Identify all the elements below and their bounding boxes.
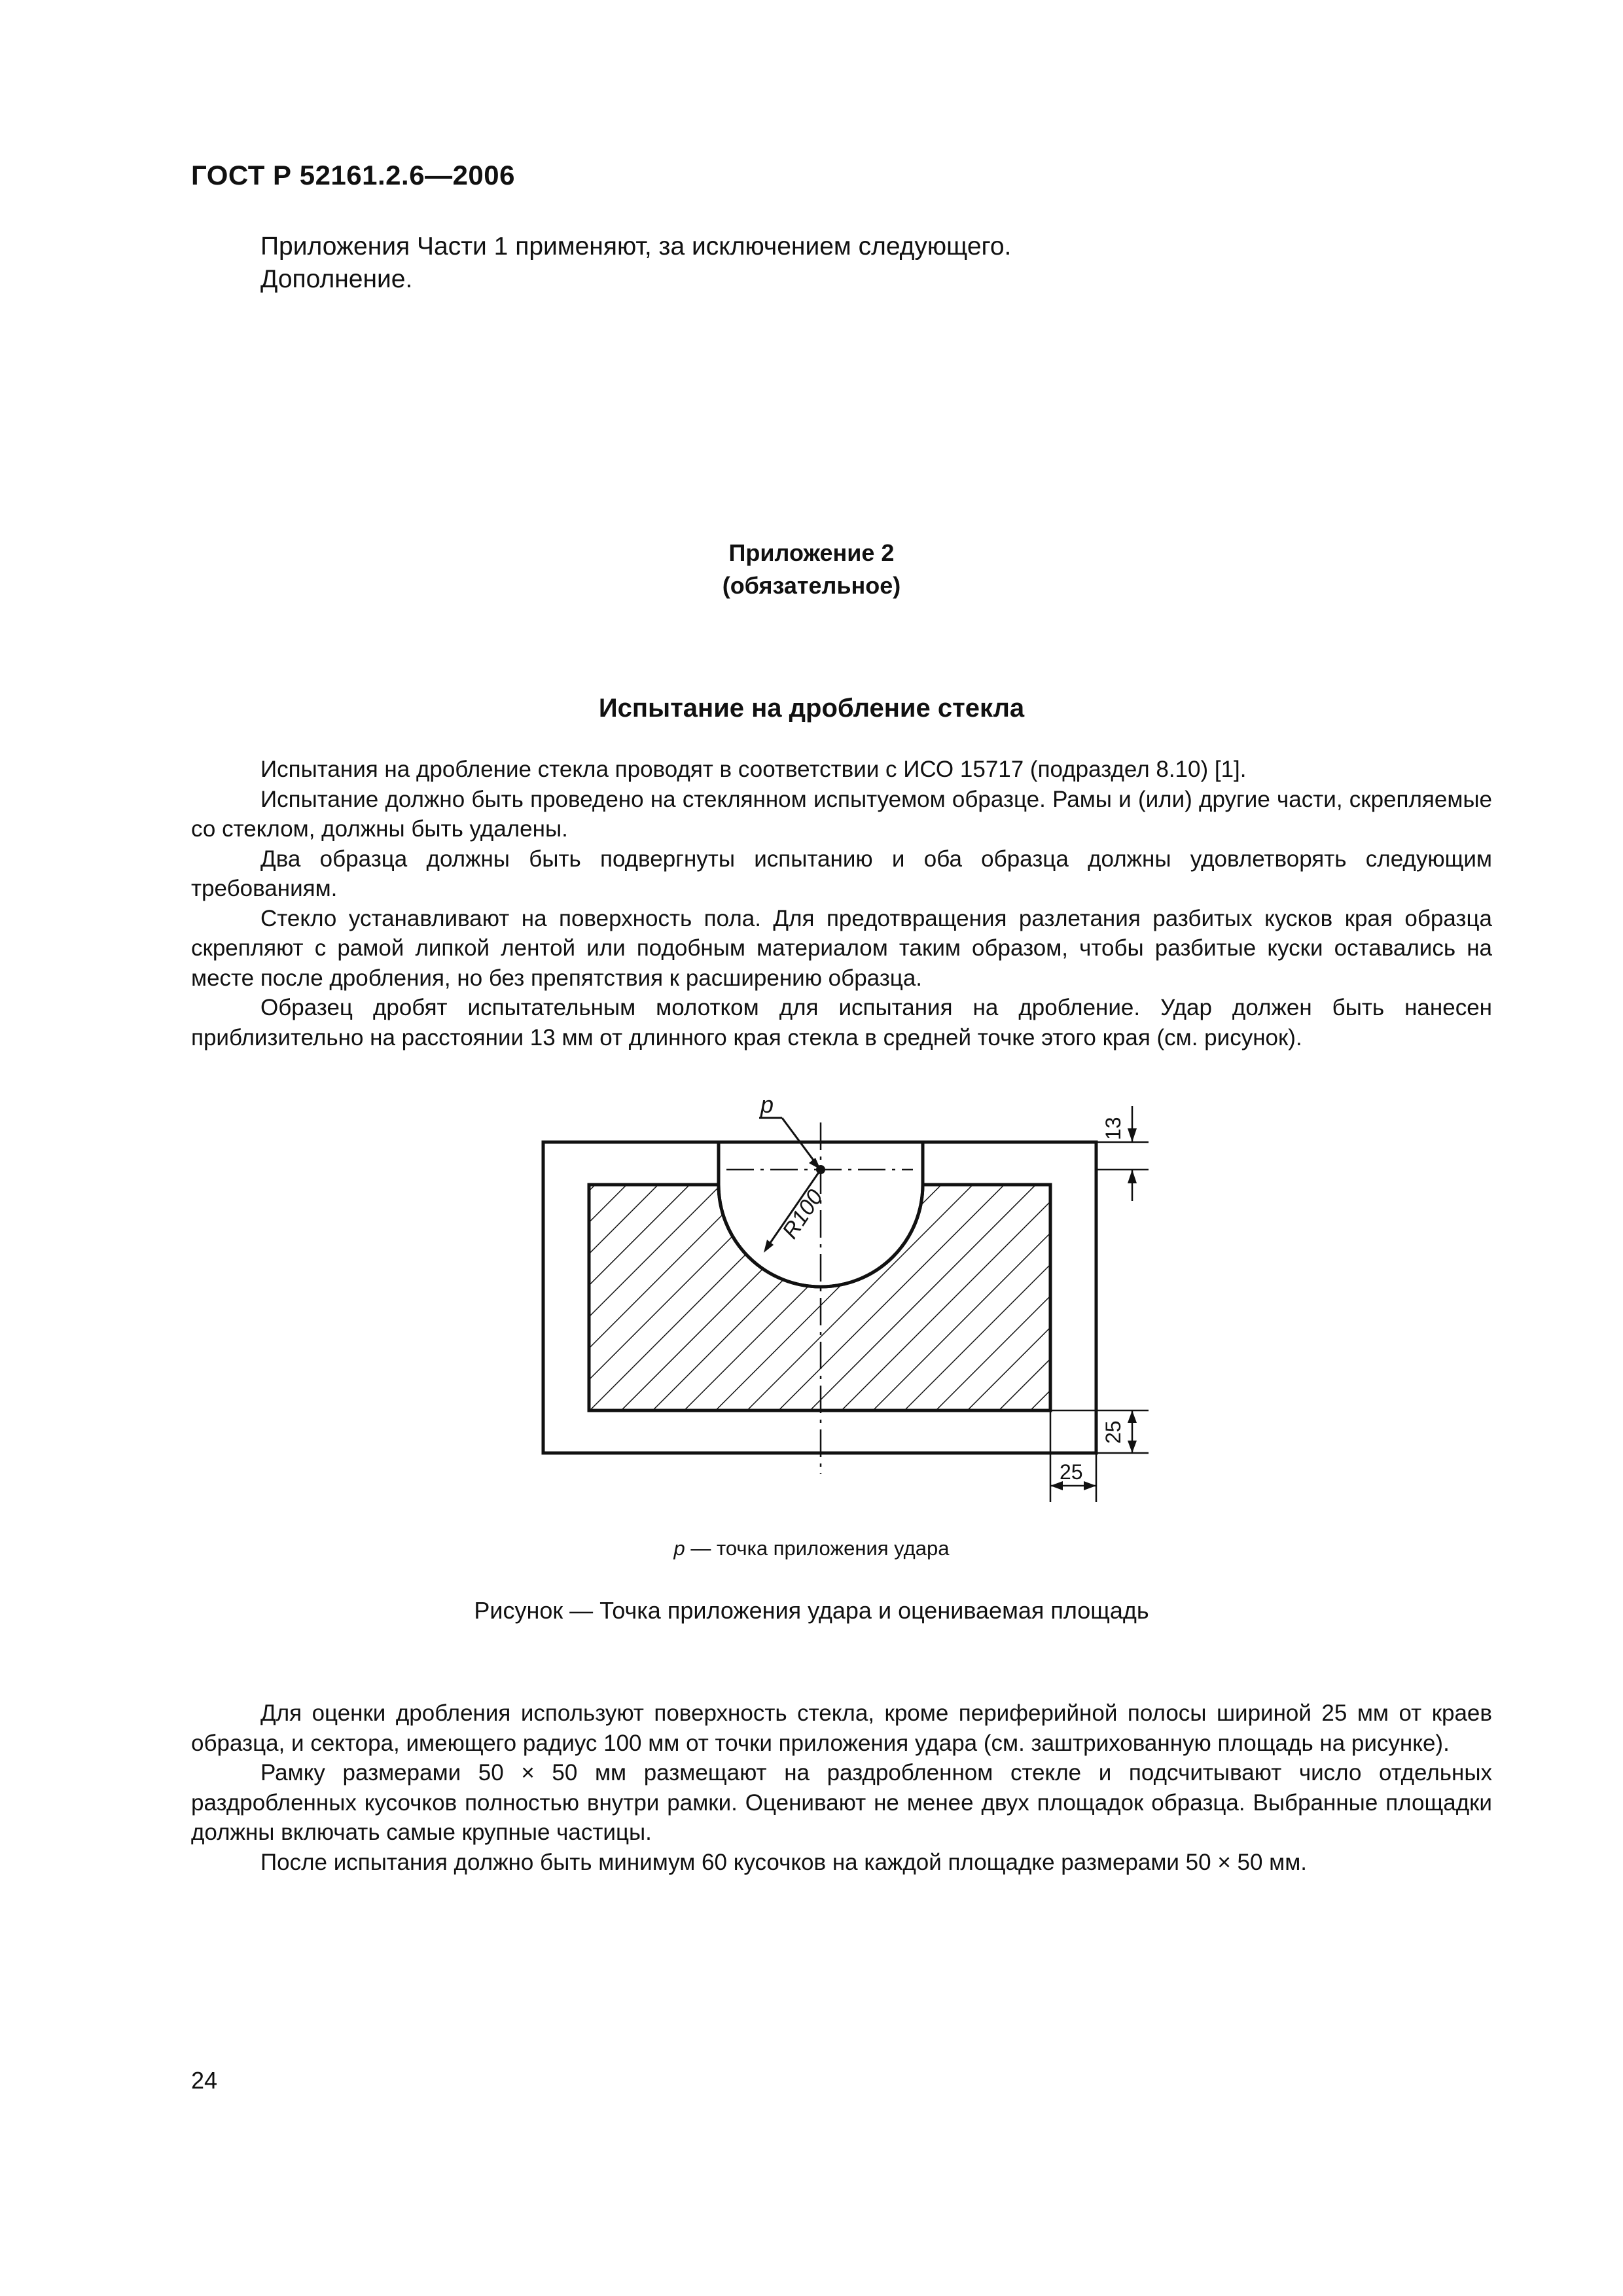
label-radius: R100 [777, 1185, 829, 1244]
paragraph: Два образца должны быть подвергнуты испытанию и оба образца должны удовлетворять следующим требованиям. [191, 846, 1492, 901]
paragraph: После испытания должно быть минимум 60 кусочков на каждой площадке размерами 50 × 50 мм. [260, 1849, 1307, 1875]
body-text-bottom [191, 1698, 1492, 1877]
paragraph: Испытание должно быть проведено на стеклянном испытуемом образце. Рамы и (или) другие части, скрепляемые со стеклом, должны быть удалены. [191, 786, 1492, 842]
legend-symbol: p [673, 1537, 685, 1560]
section-title: Испытание на дробление стекла [598, 694, 1025, 723]
dim-bottom [1050, 1410, 1096, 1502]
annex-title: Приложение 2 [728, 539, 895, 566]
paragraph: Испытания на дробление стекла проводят в соответствии с ИСО 15717 (подраздел 8.10) [1]. [260, 757, 1247, 782]
legend-text: — точка приложения удара [685, 1537, 950, 1560]
dim-side [1050, 1410, 1149, 1453]
intro-line: Приложения Части 1 применяют, за исключением следующего. [260, 232, 1012, 260]
body-text-top [191, 755, 1492, 1052]
annex-heading [0, 537, 1623, 602]
annex-status: (обязательное) [722, 572, 901, 599]
page-number: 24 [191, 2067, 218, 2094]
paragraph: Для оценки дробления используют поверхность стекла, кроме периферийной полосы шириной 25 мм от краев образца, и сектора, имеющего радиус 100 мм от точки приложения удара (см. заштрихованную площадь на рисунке). [191, 1700, 1492, 1756]
paragraph: Рамку размерами 50 × 50 мм размещают на раздробленном стекле и подсчитывают число отдельных раздробленных кусочков полностью внутри рамки. Оценивают не менее двух площадок образца. Выбранные площадки должны включать самые крупные частицы. [191, 1760, 1492, 1845]
intro-block [260, 230, 1011, 296]
impact-point-figure [510, 1080, 1178, 1505]
document-header: ГОСТ Р 52161.2.6—2006 [191, 160, 515, 190]
dim-top-label: 13 [1101, 1117, 1125, 1140]
intro-line: Дополнение. [260, 265, 413, 293]
hatched-evaluation-area [589, 1185, 1050, 1410]
dim-side-label: 25 [1101, 1420, 1125, 1444]
figure-caption: Рисунок — Точка приложения удара и оцениваемая площадь [474, 1597, 1149, 1624]
figure-legend [0, 1537, 1623, 1560]
paragraph: Стекло устанавливают на поверхность пола. Для предотвращения разлетания разбитых кусков края образца скрепляют с рамой липкой лентой или подобным материалом таким образом, чтобы разбитые куски оставались на месте после дробления, но без препятствия к расширению образца. [191, 905, 1492, 991]
dim-bottom-label: 25 [1060, 1460, 1083, 1484]
label-p: p [760, 1091, 774, 1118]
paragraph: Образец дробят испытательным молотком для испытания на дробление. Удар должен быть нанесен приблизительно на расстоянии 13 мм от длинного края стекла в средней точке этого края (см. рисунок). [191, 995, 1492, 1050]
